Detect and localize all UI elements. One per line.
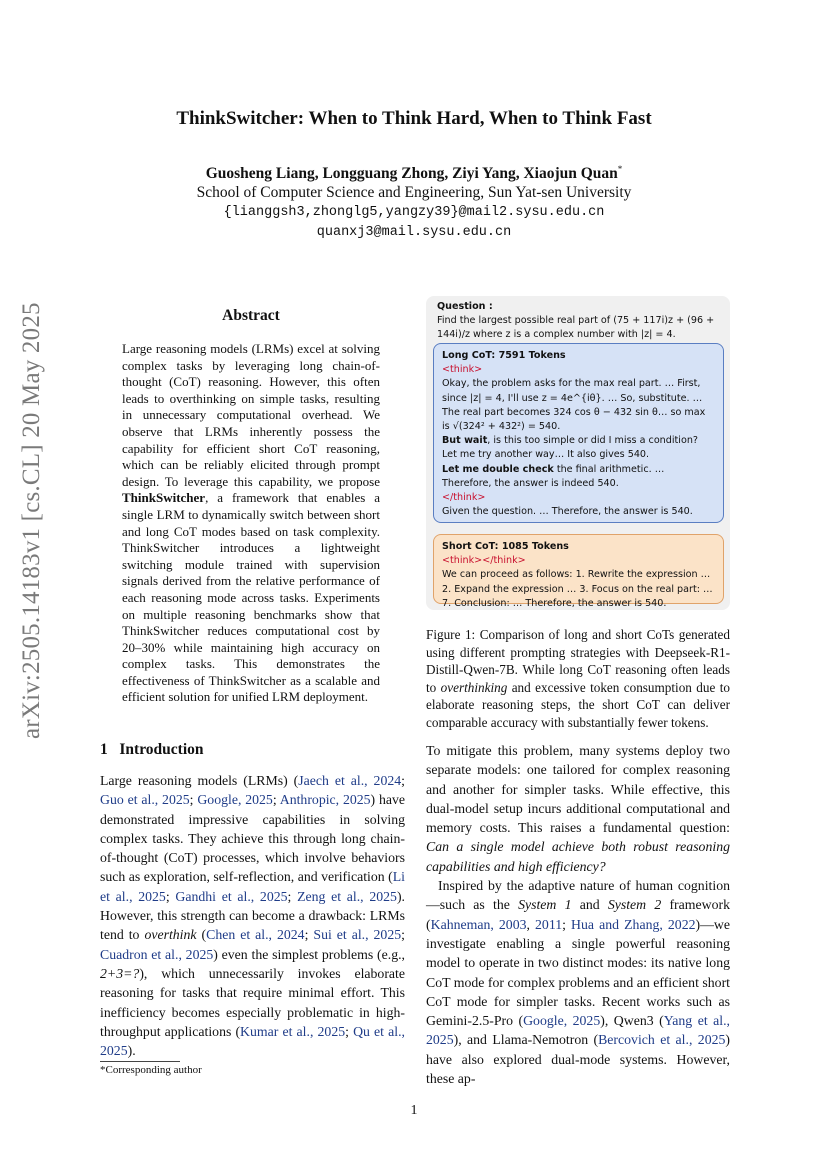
double-check-emphasis: Let me double check [442, 463, 554, 475]
short-cot-box [433, 534, 724, 609]
long-cot-answer: Given the question. … Therefore, the answer is 540. [442, 506, 693, 518]
footnote-rule [100, 1061, 180, 1062]
page-number: 1 [410, 1103, 418, 1118]
citation[interactable]: Gandhi et al., 2025 [175, 888, 288, 904]
citation[interactable]: 2011 [535, 916, 563, 932]
section-heading: 1 Introduction [100, 741, 204, 758]
long-cot-label: Long CoT: 7591 Tokens [442, 350, 566, 361]
citation[interactable]: Google, 2025 [197, 792, 273, 808]
long-cot-box: Long CoT: 7591 Tokens <think> Okay, the problem asks for the max real part. … First, since |z| = 4, I'll use z = 4e^{iθ}. … So, substitute. … The real part becomes 324 cos θ − 432 sin θ… so max is √(324² + 432²) = 540. But wait, is this too simple or did I miss a condition? Let me try another way… It also gives 540. Let me double check the final arithmetic. … Therefore, the answer is indeed 540. </think> Given the question. … Therefore, the answer is 540. [433, 343, 724, 523]
citation[interactable]: Li et al., 2025 [100, 869, 405, 904]
email-line-1: {lianggsh3,zhonglg5,yangzy39}@mail2.sysu.edu.cn [223, 205, 605, 220]
affiliation: School of Computer Science and Engineering, Sun Yat-sen University [196, 184, 632, 201]
paper-title: ThinkSwitcher: When to Think Hard, When to Think Fast [176, 108, 652, 129]
short-think-tag: <think></think> [442, 555, 526, 567]
short-cot-steps: We can proceed as follows: 1. Rewrite the expression … 2. Expand the expression … 3. Focus on the real part: … 7. Conclusion: … Therefore, the answer is 540. [442, 569, 713, 609]
citation[interactable]: Kahneman, 2003 [430, 916, 527, 932]
intro-right-column: To mitigate this problem, many systems deploy two separate models: one tailored for complex reasoning and another for simpler tasks. While effective, this dual-model setup incurs additional computational and memory costs. This raises a fundamental question: Can a single model achieve both robust reasoning capabilities and high efficiency? Inspired by the adaptive nature of human cognition—such as the System 1 and System 2 framework (Kahneman, 2003, 2011; Hua and Zhang, 2022)—we investigate enabling a single powerful reasoning model to operate in two distinct modes: its native long CoT mode for complex problems and an efficient short CoT mode for simpler tasks. Recent works such as Gemini-2.5-Pro (Google, 2025), Qwen3 (Yang et al., 2025), and Llama-Nemotron (Bercovich et al., 2025) have also explored dual-mode systems. However, these ap- [426, 743, 731, 1087]
citation[interactable]: Anthropic, 2025 [279, 792, 371, 808]
citation[interactable]: Bercovich et al., 2025 [598, 1032, 726, 1048]
citation[interactable]: Google, 2025 [523, 1013, 601, 1029]
citation[interactable]: Sui et al., 2025 [313, 927, 402, 943]
citation[interactable]: Cuadron et al., 2025 [100, 946, 214, 962]
citation[interactable]: Kumar et al., 2025 [240, 1023, 346, 1039]
abstract-heading: Abstract [222, 307, 280, 324]
citation[interactable]: Zeng et al., 2025 [297, 888, 397, 904]
abstract-body: Large reasoning models (LRMs) excel at solving complex tasks by leveraging long chain-of-thought (CoT) reasoning. However, this often leads to overthinking on simple tasks, resulting in unnecessary computational overhead. We observe that LRMs inherently possess the capability for efficient short CoT reasoning, which can be reliably elicited through prompt design. To leverage this capability, we propose ThinkSwitcher, a framework that enables a single LRM to dynamically switch between short and long CoT modes based on task complexity. ThinkSwitcher introduces a lightweight switching module trained with supervision signals derived from the relative performance of each reasoning mode across tasks. Experiments on multiple reasoning benchmarks show that ThinkSwitcher reduces computational cost by 20–30% while maintaining high accuracy on complex tasks. This demonstrates the effectiveness of ThinkSwitcher as a scalable and efficient solution for unified LRM deployment. [122, 341, 380, 705]
citation[interactable]: Hua and Zhang, 2022 [571, 916, 696, 932]
figure-1 [426, 296, 730, 610]
citation[interactable]: Jaech et al., 2024 [298, 773, 402, 788]
but-wait-emphasis: But wait [442, 435, 488, 447]
intro-left-column: Large reasoning models (LRMs) (Jaech et al., 2024; Guo et al., 2025; Google, 2025; Anthropic, 2025) have demonstrated impressive capabilities in solving complex tasks. They achieve this through long chain-of-thought (CoT) processes, which involve behaviors such as exploration, self-reflection, and verification (Li et al., 2025; Gandhi et al., 2025; Zeng et al., 2025). However, this strength can become a drawback: LRMs tend to overthink (Chen et al., 2024; Sui et al., 2025; Cuadron et al., 2025) even the simplest problems (e.g., 2+3=?), which unnecessarily invokes elaborate reasoning for tasks that require minimal effort. This inefficiency becomes especially problematic in high-throughput applications (Kumar et al., 2025; Qu et al., 2025). [100, 773, 406, 1059]
author-list: Guosheng Liang, Longguang Zhong, Ziyi Yang, Xiaojun Quan* [205, 164, 623, 183]
figure-caption: Figure 1: Comparison of long and short CoTs generated using different prompting strategies with Deepseek-R1-Distill-Qwen-7B. While long CoT reasoning often leads to overthinking and excessive token consumption due to elaborate reasoning steps, the short CoT can deliver comparable accuracy with substantially fewer tokens. [426, 627, 730, 730]
citation[interactable]: Yang et al., 2025 [426, 1013, 731, 1048]
citation[interactable]: Guo et al., 2025 [100, 792, 190, 808]
citation[interactable]: Chen et al., 2024 [206, 927, 305, 943]
citation[interactable]: Qu et al., 2025 [100, 1023, 405, 1059]
footnote: *Corresponding author [100, 1064, 202, 1076]
think-open-tag: <think> [442, 364, 483, 376]
think-close-tag: </think> [442, 492, 486, 504]
arxiv-identifier: arXiv:2505.14183v1 [cs.CL] 20 May 2025 [18, 302, 45, 739]
figure-question: Question : Find the largest possible real part of (75 + 117i)z + (96 + 144i)/z where z is a complex number with |z| = 4. [437, 301, 715, 341]
email-line-2: quanxj3@mail.sysu.edu.cn [316, 225, 512, 240]
long-cot-line-1: Okay, the problem asks for the max real part. … First, since |z| = 4, I'll use z = 4e^{iθ}. … So, substitute. … The real part becomes 324 cos θ − 432 sin θ… so max is √(324² + 432²) = 540. [442, 378, 706, 433]
short-cot-label: Short CoT: 1085 Tokens [442, 541, 569, 552]
